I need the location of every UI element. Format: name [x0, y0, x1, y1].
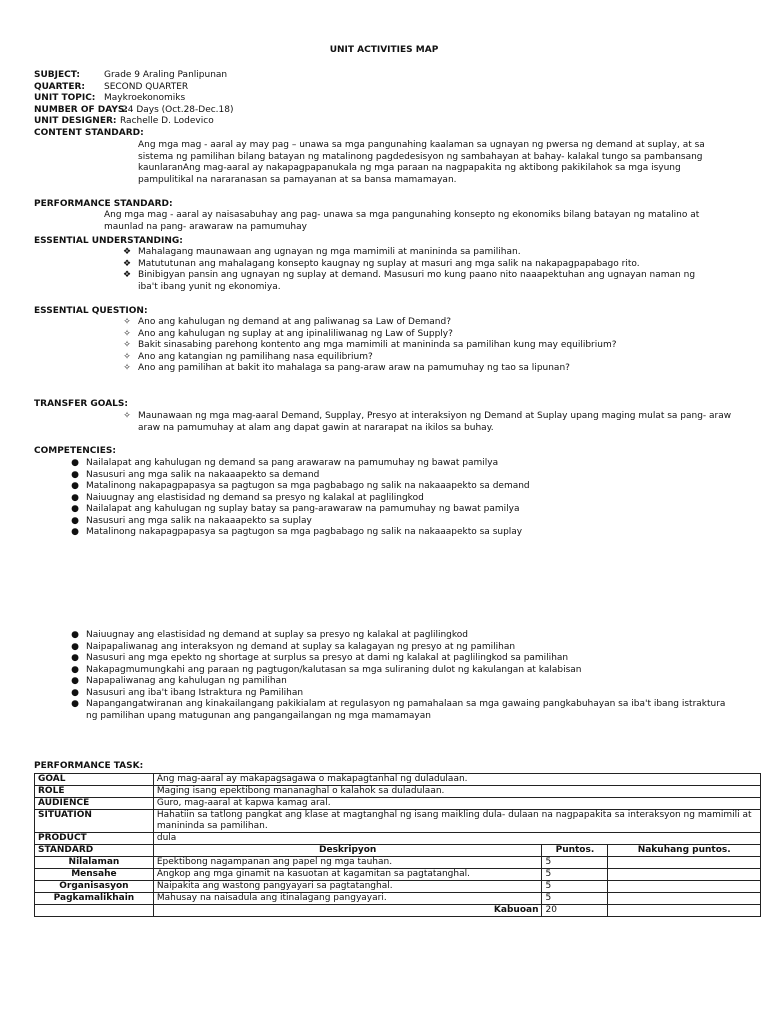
table-row [35, 857, 761, 869]
rubric-header-row [35, 845, 761, 857]
list-item: ● Naiuugnay ang elastisidad ng demand at suplay sa presyo ng kalakal at paglilingkod [68, 630, 728, 642]
meta-value: 24 Days (Oct.28-Dec.18) [122, 104, 234, 115]
rubric-description: Angkop ang mga ginamit na kasuotan at kagamitan sa pagtatanghal. [153, 869, 542, 881]
table-row [35, 798, 761, 810]
rubric-earned-cell [608, 869, 761, 881]
list-item: ❖ Matututunan ang mahalagang konsepto kaugnay ng suplay at masuri ang mga salik na nakapagpapabago rito. [120, 259, 700, 271]
meta-unit-designer [34, 116, 234, 128]
performance-standard-heading: PERFORMANCE STANDARD: [34, 199, 173, 209]
meta-subject [34, 70, 234, 82]
star-bullet-icon: ✧ [123, 363, 131, 373]
rubric-total-blank [35, 905, 154, 917]
bullet-dot-icon: ● [71, 687, 79, 698]
grasps-key: PRODUCT [35, 833, 154, 845]
content-standard-text: Ang mga mag - aaral ay may pag – unawa sa mga pangunahing kaalaman sa ugnayan ng pwersa ng demand at suplay, at sa sistema ng pamilihan bilang batayan ng matalinong pagdedesisyon ng sambahayan at bahay- kalakal tungo sa pambansang kaunlaranAng mag-aaral ay nakapagpapanukala ng mga paraan na nagpapakita ng aktibong pakikilahok sa mga isyung pampulitikal na nararanasan sa pamayanan at sa bansa mamamayan. [138, 140, 705, 185]
performance-task-table [34, 773, 761, 917]
rubric-earned-cell [608, 857, 761, 869]
list-item: ✧ Ano ang katangian ng pamilihang nasa equilibrium? [120, 352, 720, 364]
list-item: ❖ Binibigyan pansin ang ugnayan ng suplay at demand. Masusuri mo kung paano nito naaapektuhan ang ugnayan naman ng iba't ibang yunit ng ekonomiya. [120, 270, 700, 293]
list-item: ❖ Mahalagang maunawaan ang ugnayan ng mga mamimili at manininda sa pamilihan. [120, 247, 700, 259]
bullet-dot-icon: ● [71, 630, 79, 640]
star-bullet-icon: ✧ [123, 328, 131, 339]
grasps-key: AUDIENCE [35, 798, 154, 810]
bullet-dot-icon: ● [71, 641, 79, 652]
rubric-criterion: Pagkamalikhain [35, 893, 154, 905]
diamond-bullet-icon: ❖ [122, 258, 132, 269]
grasps-value: Guro, mag-aaral at kapwa kamag aral. [153, 798, 760, 810]
star-bullet-icon: ✧ [123, 351, 131, 362]
grasps-key: ROLE [35, 786, 154, 798]
list-item: ● Nailalapat ang kahulugan ng demand sa pang arawaraw na pamumuhay ng bawat pamilya [68, 458, 728, 470]
rubric-points: 5 [542, 869, 608, 881]
meta-label: UNIT TOPIC: [34, 93, 96, 103]
meta-unit-topic [34, 93, 234, 105]
bullet-dot-icon: ● [71, 527, 79, 537]
rubric-total-row [35, 905, 761, 917]
list-item: ● Naipapaliwanag ang interaksyon ng demand at suplay sa kalagayan ng presyo at ng pamilihan [68, 642, 728, 654]
diamond-bullet-icon: ❖ [122, 247, 132, 257]
meta-number-of-days [34, 105, 234, 117]
competencies-heading: COMPETENCIES: [34, 446, 116, 456]
list-item: ● Naiuugnay ang elastisidad ng demand sa presyo ng kalakal at paglilingkod [68, 493, 728, 505]
grasps-value: Hahatiin sa tatlong pangkat ang klase at magtanghal ng isang maikling dula- dulaan na nagpapakita sa interaksyon ng mamimili at manininda sa pamilihan. [153, 810, 760, 833]
performance-standard-text: Ang mga mag - aaral ay naisasabuhay ang pag- unawa sa mga pangunahing konsepto ng ekonomiks bilang batayan ng matalino at maunlad na pang- arawaraw na pamumuhay [104, 210, 700, 232]
rubric-header-earned: Nakuhang puntos. [608, 845, 761, 857]
list-item: ✧ Maunawaan ng mga mag-aaral Demand, Supplay, Presyo at interaksiyon ng Demand at Suplay upang maging mulat sa pang- araw araw na pamumuhay at alam ang dapat gawin at nararapat na ikilos sa buhay. [120, 411, 732, 434]
list-item: ● Nailalapat ang kahulugan ng suplay batay sa pang-arawaraw na pamumuhay ng bawat pamilya [68, 504, 728, 516]
grasps-value: Ang mag-aaral ay makapagsagawa o makapagtanhal ng duladulaan. [153, 774, 760, 786]
meta-quarter [34, 82, 234, 94]
meta-value: SECOND QUARTER [104, 81, 189, 92]
essential-question-list [120, 317, 720, 375]
unit-metadata [34, 70, 234, 139]
meta-label: QUARTER: [34, 81, 85, 92]
grasps-value: dula [153, 833, 760, 845]
rubric-points: 5 [542, 893, 608, 905]
rubric-total-points: 20 [542, 905, 608, 917]
list-item: ● Napangangatwiranan ang kinakailangang pakikialam at regulasyon ng pamahalaan sa mga gawaing pangkabuhayan sa iba't ibang istraktura ng pamilihan upang matugunan ang pangangailangan ng mga mamamayan [68, 699, 728, 722]
rubric-total-label: Kabuoan [153, 905, 542, 917]
rubric-earned-cell [608, 893, 761, 905]
transfer-goals-list [120, 411, 732, 434]
list-item: ● Matalinong nakapagpapasya sa pagtugon sa mga pagbabago ng salik na nakaaapekto sa suplay [68, 527, 728, 539]
table-row [35, 786, 761, 798]
list-item: ✧ Bakit sinasabing parehong kontento ang mga mamimili at manininda sa pamilihan kung may equilibrium? [120, 340, 720, 352]
competencies-list-part-1 [68, 458, 728, 539]
star-bullet-icon: ✧ [123, 317, 131, 327]
table-row [35, 833, 761, 845]
table-row [35, 774, 761, 786]
rubric-earned-cell [608, 881, 761, 893]
bullet-dot-icon: ● [71, 676, 79, 686]
star-bullet-icon: ✧ [123, 411, 131, 421]
rubric-points: 5 [542, 881, 608, 893]
rubric-criterion: Organisasyon [35, 881, 154, 893]
bullet-dot-icon: ● [71, 469, 79, 480]
rubric-description: Naipakita ang wastong pangyayari sa pagtatanghal. [153, 881, 542, 893]
transfer-goals-heading: TRANSFER GOALS: [34, 399, 128, 409]
rubric-header-standard: STANDARD [35, 845, 154, 857]
list-item: ✧ Ano ang kahulugan ng demand at ang paliwanag sa Law of Demand? [120, 317, 720, 329]
star-bullet-icon: ✧ [123, 340, 131, 350]
meta-label: SUBJECT: [34, 70, 80, 80]
bullet-dot-icon: ● [71, 653, 79, 663]
list-item: ● Matalinong nakapagpapasya sa pagtugon sa mga pagbabago ng salik na nakaaapekto sa demand [68, 481, 728, 493]
essential-understanding-list [120, 247, 700, 293]
meta-label: NUMBER OF DAYS: [34, 104, 128, 115]
rubric-total-earned [608, 905, 761, 917]
grasps-key: GOAL [35, 774, 154, 786]
rubric-description: Epektibong nagampanan ang papel ng mga tauhan. [153, 857, 542, 869]
table-row [35, 893, 761, 905]
document-title: UNIT ACTIVITIES MAP [329, 45, 439, 55]
bullet-dot-icon: ● [71, 699, 79, 709]
meta-label: CONTENT STANDARD: [34, 127, 144, 138]
performance-task-heading: PERFORMANCE TASK: [34, 761, 144, 771]
meta-content-standard [34, 128, 234, 140]
essential-understanding-heading: ESSENTIAL UNDERSTANDING: [34, 236, 183, 246]
competencies-list-part-2 [68, 630, 728, 722]
list-item: ● Nasusuri ang mga salik na nakaaapekto sa suplay [68, 516, 728, 528]
list-item: ● Nasusuri ang iba't ibang Istraktura ng Pamilihan [68, 688, 728, 700]
list-item: ● Napapaliwanag ang kahulugan ng pamilihan [68, 676, 728, 688]
meta-value: Maykroekonomiks [104, 93, 186, 103]
meta-label: UNIT DESIGNER: [34, 116, 117, 126]
rubric-criterion: Mensahe [35, 869, 154, 881]
essential-question-heading: ESSENTIAL QUESTION: [34, 306, 148, 316]
list-item: ● Nakapagmumungkahi ang paraan ng pagtugon/kalutasan sa mga suliraning dulot ng kakulangan at kalabisan [68, 665, 728, 677]
rubric-criterion: Nilalaman [35, 857, 154, 869]
rubric-points: 5 [542, 857, 608, 869]
grasps-value: Maging isang epektibong mananaghal o kalahok sa duladulaan. [153, 786, 760, 798]
bullet-dot-icon: ● [71, 504, 79, 514]
meta-value: Grade 9 Araling Panlipunan [104, 70, 228, 80]
rubric-header-points: Puntos. [542, 845, 608, 857]
bullet-dot-icon: ● [71, 492, 79, 503]
diamond-bullet-icon: ❖ [122, 270, 132, 280]
meta-value: Rachelle D. Lodevico [120, 116, 214, 126]
list-item: ● Nasusuri ang mga salik na nakaaapekto sa demand [68, 470, 728, 482]
grasps-key: SITUATION [35, 810, 154, 833]
bullet-dot-icon: ● [71, 515, 79, 526]
table-row [35, 810, 761, 833]
bullet-dot-icon: ● [71, 458, 79, 468]
list-item: ● Nasusuri ang mga epekto ng shortage at surplus sa presyo at dami ng kalakal at paglilingkod sa pamilihan [68, 653, 728, 665]
table-row [35, 881, 761, 893]
list-item: ✧ Ano ang pamilihan at bakit ito mahalaga sa pang-araw araw na pamumuhay ng tao sa lipunan? [120, 363, 720, 375]
list-item: ✧ Ano ang kahulugan ng suplay at ang ipinaliliwanag ng Law of Supply? [120, 329, 720, 341]
bullet-dot-icon: ● [71, 664, 79, 675]
table-row [35, 869, 761, 881]
rubric-header-description: Deskripyon [153, 845, 542, 857]
bullet-dot-icon: ● [71, 481, 79, 491]
rubric-description: Mahusay na naisadula ang itinalagang pangyayari. [153, 893, 542, 905]
